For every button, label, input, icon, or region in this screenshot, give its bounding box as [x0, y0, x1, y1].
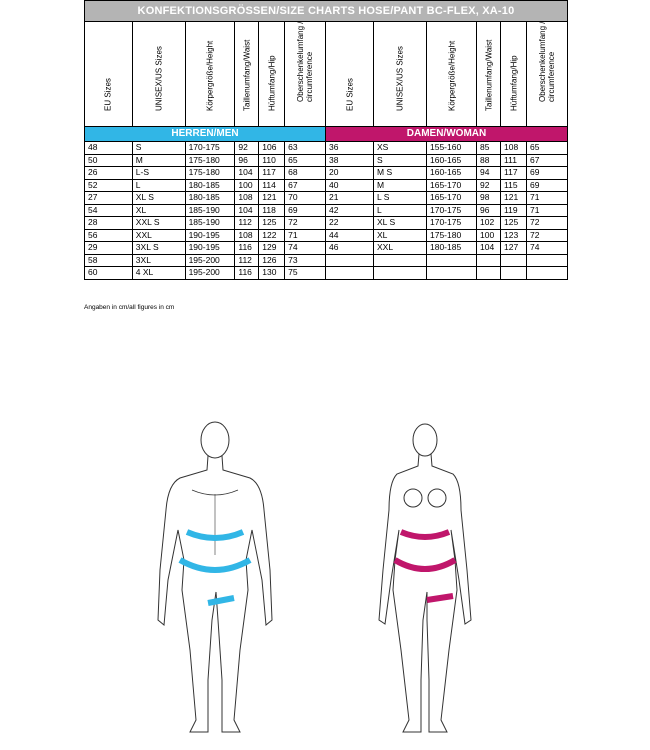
men-table-cell: 67 [288, 179, 298, 190]
men-table-cell: 68 [288, 167, 298, 177]
women-table-cell: 46 [326, 242, 374, 254]
women-table-cell: L [374, 205, 427, 217]
header-unisex-us-sizes: UNISEX/US Sizes [154, 46, 164, 111]
men-table-cell: 175-180 [186, 155, 236, 167]
women-table-cell: 94 [477, 167, 501, 179]
women-table-cell: 72 [530, 217, 540, 227]
women-table-cell: 74 [530, 242, 540, 252]
men-table-cell: 106 [259, 142, 285, 154]
women-table-cell: 67 [530, 154, 540, 165]
header-thigh-circumference: Oberschenkelumfang / circumference [538, 22, 556, 102]
men-table-cell: 100 [235, 180, 259, 192]
men-table-cell: 130 [259, 267, 285, 279]
women-table-cell [326, 255, 374, 267]
women-table-cell: 38 [326, 155, 374, 167]
women-table-row [326, 191, 567, 204]
women-section [326, 21, 567, 279]
size-chart-table [84, 0, 568, 280]
men-table-row [85, 179, 325, 192]
men-table-row [85, 154, 325, 167]
men-table-cell: XL [133, 205, 186, 217]
men-table-cell: 118 [259, 205, 285, 217]
men-table-cell: 74 [288, 242, 298, 252]
header-waist: Taillenumfang/Waist [484, 39, 493, 111]
women-table-cell: S [374, 155, 427, 167]
men-table-cell: 185-190 [186, 205, 236, 217]
men-table-row [85, 229, 325, 242]
men-table-cell: 180-185 [186, 180, 236, 192]
men-table-cell: XXL S [133, 217, 186, 229]
men-table-cell: 122 [259, 230, 285, 242]
women-table-row [326, 254, 567, 267]
women-table-cell: 85 [477, 142, 501, 154]
men-table-cell: 52 [85, 180, 133, 192]
men-table-cell: M [133, 155, 186, 167]
women-table-cell [427, 267, 477, 279]
women-table-cell: XS [374, 142, 427, 154]
men-table-cell: 112 [235, 255, 259, 267]
column-header-row [326, 21, 567, 126]
men-table-cell: 63 [288, 142, 298, 152]
men-section [85, 21, 326, 279]
women-table-cell [427, 255, 477, 267]
men-rows [85, 141, 325, 279]
men-table-cell: 56 [85, 230, 133, 242]
women-table-cell: 165-170 [427, 180, 477, 192]
men-table-cell: 58 [85, 255, 133, 267]
women-table-cell: 69 [530, 167, 540, 177]
women-table-cell: 108 [501, 142, 527, 154]
women-table-cell: 96 [477, 205, 501, 217]
women-table-cell: 127 [501, 242, 527, 254]
men-table-cell: XL S [133, 192, 186, 204]
men-table-cell: 116 [235, 267, 259, 279]
men-table-cell: 27 [85, 192, 133, 204]
chart-title: KONFEKTIONSGRÖSSEN/SIZE CHARTS HOSE/PANT BC-FLEX, XA-10 [85, 1, 567, 21]
women-table-cell: 92 [477, 180, 501, 192]
men-table-cell: 108 [235, 192, 259, 204]
women-table-cell: 102 [477, 217, 501, 229]
women-table-cell: XL [374, 230, 427, 242]
women-table-cell [527, 255, 567, 267]
women-table-cell: 44 [326, 230, 374, 242]
women-table-cell [477, 255, 501, 267]
men-table-cell: 26 [85, 167, 133, 179]
men-table-cell: 96 [235, 155, 259, 167]
women-table-cell: 36 [326, 142, 374, 154]
women-table-cell: L S [374, 192, 427, 204]
men-table-cell: XXL [133, 230, 186, 242]
women-table-cell: 175-180 [427, 230, 477, 242]
men-table-cell: 114 [259, 180, 285, 192]
women-table-cell: 155-160 [427, 142, 477, 154]
men-table-cell: 117 [259, 167, 285, 179]
men-table-row [85, 266, 325, 279]
men-table-cell: 195-200 [186, 255, 236, 267]
women-table-cell: 100 [477, 230, 501, 242]
men-table-cell: 104 [235, 167, 259, 179]
women-table-cell: 119 [501, 205, 527, 217]
women-table-row [326, 141, 567, 154]
men-table-row [85, 204, 325, 217]
women-table-cell: 69 [530, 179, 540, 190]
women-table-cell: 170-175 [427, 205, 477, 217]
men-table-cell: 126 [259, 255, 285, 267]
men-table-cell: S [133, 142, 186, 154]
men-table-cell: 65 [288, 154, 298, 165]
men-table-cell: 104 [235, 205, 259, 217]
header-thigh-circumference: Oberschenkelumfang / circumference [296, 22, 315, 102]
women-band-label: DAMEN/WOMAN [326, 126, 567, 141]
header-eu-sizes: EU Sizes [103, 78, 113, 111]
women-measurement-bands [395, 532, 455, 600]
units-note: Angaben in cm/all figures in cm [84, 304, 175, 311]
women-table-cell: 104 [477, 242, 501, 254]
men-table-cell: 60 [85, 267, 133, 279]
men-table-cell: 175-180 [186, 167, 236, 179]
women-table-cell: 165-170 [427, 192, 477, 204]
men-table-cell: 70 [288, 192, 298, 202]
men-table-row [85, 241, 325, 254]
women-table-cell: 71 [530, 192, 540, 202]
women-table-cell: 160-165 [427, 155, 477, 167]
men-table-cell: 180-185 [186, 192, 236, 204]
header-waist: Taillenumfang/Waist [242, 39, 252, 111]
women-table-row [326, 266, 567, 279]
men-band-label: HERREN/MEN [85, 126, 325, 141]
men-table-cell: 29 [85, 242, 133, 254]
women-table-cell [501, 267, 527, 279]
men-table-cell: 4 XL [133, 267, 186, 279]
women-table-cell: 71 [530, 204, 540, 215]
women-table-cell: 170-175 [427, 217, 477, 229]
men-table-cell: 71 [288, 229, 298, 240]
men-table-row [85, 254, 325, 267]
men-table-cell: L [133, 180, 186, 192]
women-table-cell: 88 [477, 155, 501, 167]
header-height: Körpergröße/Height [205, 40, 215, 111]
men-table-cell: 116 [235, 242, 259, 254]
women-table-cell: 117 [501, 167, 527, 179]
men-table-cell: 50 [85, 155, 133, 167]
men-table-cell: 72 [288, 217, 298, 227]
male-body-illustration [150, 420, 280, 740]
women-table-cell: M S [374, 167, 427, 179]
women-table-cell [374, 255, 427, 267]
women-table-cell: 115 [501, 180, 527, 192]
women-table-row [326, 204, 567, 217]
men-table-cell: 108 [235, 230, 259, 242]
women-table-row [326, 154, 567, 167]
men-table-cell: 170-175 [186, 142, 236, 154]
column-header-row [85, 21, 325, 126]
men-table-cell: 69 [288, 204, 298, 215]
women-table-cell: 42 [326, 205, 374, 217]
women-table-cell: 65 [530, 142, 540, 152]
men-table-cell: 190-195 [186, 242, 236, 254]
men-table-cell: 73 [288, 254, 298, 265]
men-table-cell: 125 [259, 217, 285, 229]
men-table-row [85, 216, 325, 229]
women-table-cell: 123 [501, 230, 527, 242]
women-table-row [326, 241, 567, 254]
women-table-cell: 72 [530, 229, 540, 240]
men-table-cell: 75 [288, 267, 298, 277]
women-table-cell: 125 [501, 217, 527, 229]
men-table-cell: 129 [259, 242, 285, 254]
female-body-illustration [365, 420, 485, 740]
men-table-cell: 3XL S [133, 242, 186, 254]
women-table-cell: 22 [326, 217, 374, 229]
women-table-cell: XXL [374, 242, 427, 254]
men-table-cell: 185-190 [186, 217, 236, 229]
women-table-cell: 160-165 [427, 167, 477, 179]
men-table-row [85, 166, 325, 179]
women-table-row [326, 179, 567, 192]
women-table-cell: M [374, 180, 427, 192]
men-table-cell: 121 [259, 192, 285, 204]
men-table-cell: 48 [85, 142, 133, 154]
women-table-cell: 98 [477, 192, 501, 204]
men-table-cell: L-S [133, 167, 186, 179]
men-table-row [85, 191, 325, 204]
women-table-cell: 20 [326, 167, 374, 179]
header-unisex-us-sizes: UNISEX/US Sizes [395, 46, 405, 111]
women-table-cell [326, 267, 374, 279]
women-table-cell [501, 255, 527, 267]
women-table-cell: 21 [326, 192, 374, 204]
women-table-cell [527, 267, 567, 279]
women-table-cell: 121 [501, 192, 527, 204]
men-table-cell: 112 [235, 217, 259, 229]
men-table-cell: 28 [85, 217, 133, 229]
header-height: Körpergröße/Height [447, 40, 456, 111]
men-table-row [85, 141, 325, 154]
women-table-cell: XL S [374, 217, 427, 229]
women-table-row [326, 216, 567, 229]
women-table-row [326, 229, 567, 242]
men-table-cell: 54 [85, 205, 133, 217]
women-table-cell: 180-185 [427, 242, 477, 254]
men-table-cell: 3XL [133, 255, 186, 267]
header-hip: Hüftumfang/Hip [509, 55, 518, 111]
women-table-row [326, 166, 567, 179]
women-table-cell: 40 [326, 180, 374, 192]
women-rows [326, 141, 567, 279]
women-table-cell [374, 267, 427, 279]
header-hip: Hüftumfang/Hip [267, 55, 277, 111]
men-table-cell: 195-200 [186, 267, 236, 279]
women-table-cell [477, 267, 501, 279]
women-table-cell: 111 [501, 155, 527, 167]
men-table-cell: 190-195 [186, 230, 236, 242]
men-table-cell: 110 [259, 155, 285, 167]
men-table-cell: 92 [235, 142, 259, 154]
header-eu-sizes: EU Sizes [345, 78, 354, 111]
